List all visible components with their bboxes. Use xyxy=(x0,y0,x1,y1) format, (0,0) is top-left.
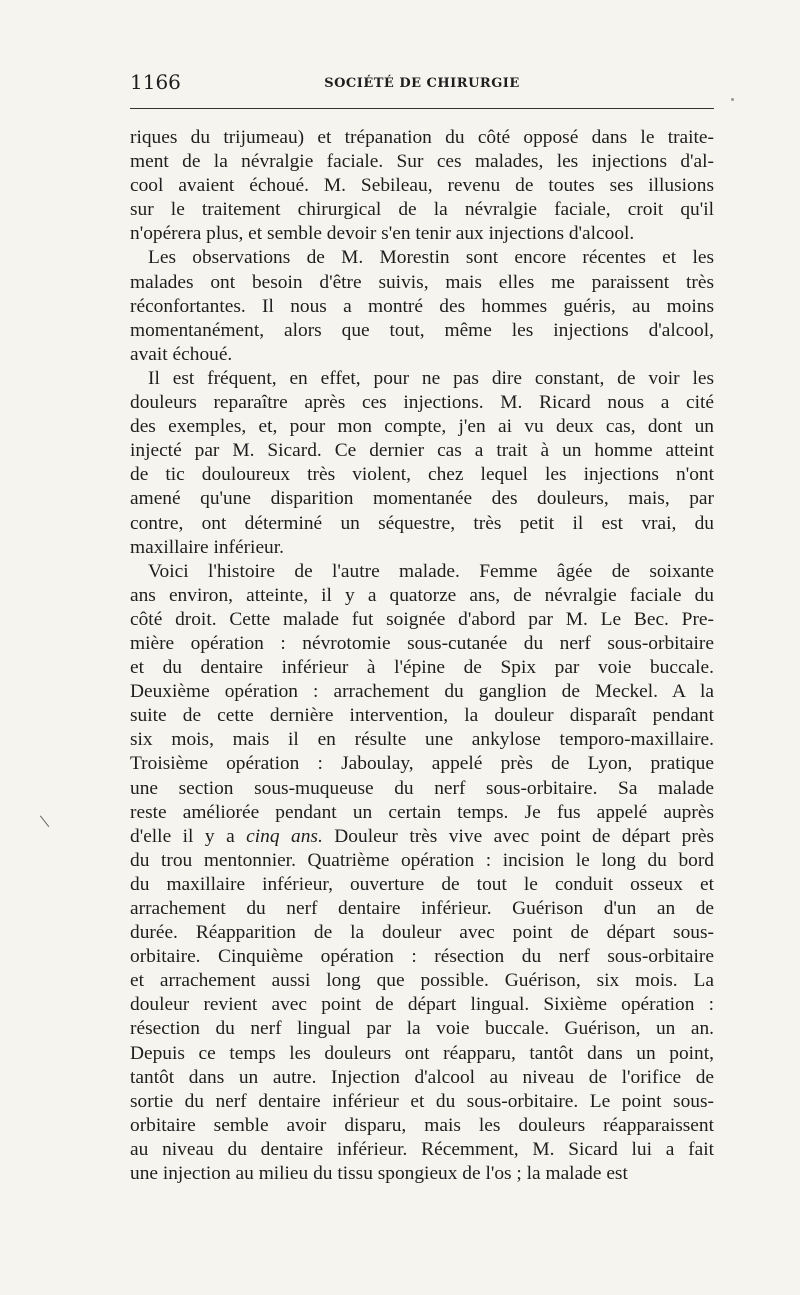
page-number: 1166 xyxy=(130,70,181,94)
text-line: réconfortantes. Il nous a montré des hommes guéris, au moins xyxy=(130,295,714,317)
text-line: injecté par M. Sicard. Ce dernier cas a trait à un homme atteint xyxy=(130,440,714,462)
text-line: malades ont besoin d'être suivis, mais elles me paraissent très xyxy=(130,271,714,293)
text-line: Depuis ce temps les douleurs ont réapparu, tantôt dans un point, xyxy=(130,1042,714,1064)
text-line: momentanément, alors que tout, même les injections d'alcool, xyxy=(130,319,714,341)
text-line: riques du trijumeau) et trépanation du côté opposé dans le traite- xyxy=(130,127,714,148)
text-line: et arrachement aussi long que possible. Guérison, six mois. La xyxy=(130,970,714,992)
paragraph xyxy=(130,126,714,246)
italic-text: cinq ans. xyxy=(246,825,323,847)
margin-mark xyxy=(40,815,50,827)
text-line: avait échoué. xyxy=(130,343,233,365)
text-line: douleur revient avec point de départ lingual. Sixième opération : xyxy=(130,994,714,1016)
text-line: et du dentaire inférieur à l'épine de Spix par voie buccale. xyxy=(130,657,714,679)
text-line: ans environ, atteinte, il y a quatorze ans, de névralgie faciale du xyxy=(130,584,714,606)
text-line: côté droit. Cette malade fut soignée d'abord par M. Le Bec. Pre- xyxy=(130,608,714,630)
text-line: Voici l'histoire de l'autre malade. Femme âgée de soixante xyxy=(148,560,714,582)
text-line: contre, ont déterminé un séquestre, très petit il est vrai, du xyxy=(130,512,714,534)
text-line: ment de la névralgie faciale. Sur ces malades, les injections d'al- xyxy=(130,151,714,173)
text-line: amené qu'une disparition momentanée des douleurs, mais, par xyxy=(130,488,714,510)
header-rule xyxy=(130,108,714,109)
text-line: mière opération : névrotomie sous-cutanée du nerf sous-orbitaire xyxy=(130,632,714,654)
text-line: maxillaire inférieur. xyxy=(130,536,284,558)
running-title: SOCIÉTÉ DE CHIRURGIE xyxy=(324,76,520,91)
text-line: n'opérera plus, et semble devoir s'en tenir aux injections d'alcool. xyxy=(130,223,635,245)
text-line: Il est fréquent, en effet, pour ne pas dire constant, de voir les xyxy=(148,367,714,389)
text-line: sur le traitement chirurgical de la névralgie faciale, croit qu'il xyxy=(130,199,714,221)
text-line: tantôt dans un autre. Injection d'alcool au niveau de l'orifice de xyxy=(130,1066,714,1088)
text-line: Deuxième opération : arrachement du ganglion de Meckel. A la xyxy=(130,681,714,703)
text-line: Troisième opération : Jaboulay, appelé près de Lyon, pratique xyxy=(130,753,714,775)
text-line xyxy=(130,825,714,849)
text-line: douleurs reparaître après ces injections. M. Ricard nous a cité xyxy=(130,392,714,414)
text-line: six mois, mais il en résulte une ankylose temporo-maxillaire. xyxy=(130,729,714,751)
text-line: une section sous-muqueuse du nerf sous-orbitaire. Sa malade xyxy=(130,777,714,799)
paragraph xyxy=(130,246,714,366)
page-header xyxy=(130,70,714,100)
text-run: d'elle il y a xyxy=(130,825,247,847)
ink-speck xyxy=(731,98,734,101)
text-line: du trou mentonnier. Quatrième opération : incision le long du bord xyxy=(130,849,714,871)
text-line: du maxillaire inférieur, ouverture de tout le conduit osseux et xyxy=(130,873,714,895)
text-line: orbitaire semble avoir disparu, mais les douleurs réapparaissent xyxy=(130,1114,714,1136)
text-line: une injection au milieu du tissu spongieux de l'os ; la malade est xyxy=(130,1163,628,1185)
text-line: reste améliorée pendant un certain temps. Je fus appelé auprès xyxy=(130,801,714,823)
text-line: résection du nerf lingual par la voie buccale. Guérison, un an. xyxy=(130,1018,714,1040)
paragraph xyxy=(130,367,714,560)
text-line: arrachement du nerf dentaire inférieur. Guérison d'un an de xyxy=(130,898,714,919)
text-line: orbitaire. Cinquième opération : résection du nerf sous-orbitaire xyxy=(130,946,714,968)
paragraph xyxy=(130,560,714,1186)
text-line: suite de cette dernière intervention, la douleur disparaît pendant xyxy=(130,705,714,727)
text-line: de tic douloureux très violent, chez lequel les injections n'ont xyxy=(130,464,714,486)
text-line: sortie du nerf dentaire inférieur et du sous-orbitaire. Le point sous- xyxy=(130,1090,714,1112)
text-line: cool avaient échoué. M. Sebileau, revenu de toutes ses illusions xyxy=(130,175,714,197)
text-line: au niveau du dentaire inférieur. Récemment, M. Sicard lui a fait xyxy=(130,1138,714,1160)
text-run: Douleur très vive avec point de départ près xyxy=(322,825,714,847)
text-line: des exemples, et, pour mon compte, j'en ai vu deux cas, dont un xyxy=(130,416,714,438)
text-line: Les observations de M. Morestin sont encore récentes et les xyxy=(148,247,714,269)
body-text xyxy=(130,126,714,1186)
text-line: durée. Réapparition de la douleur avec point de départ sous- xyxy=(130,922,714,944)
